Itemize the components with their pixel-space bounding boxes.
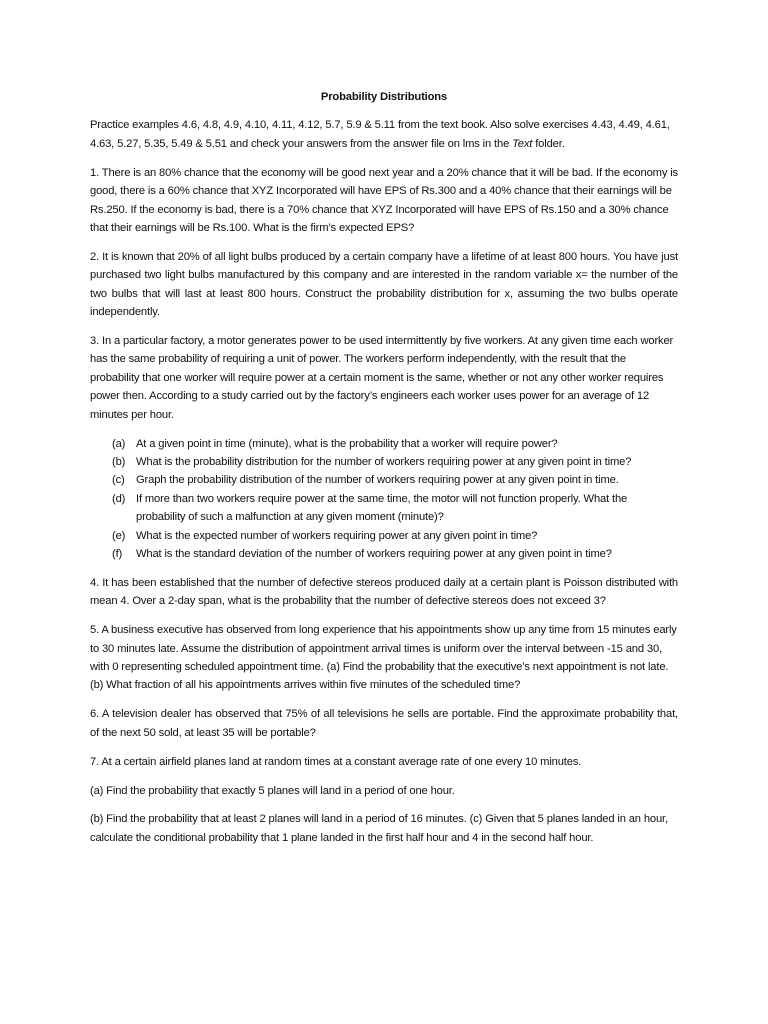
question-7-part-a: (a) Find the probability that exactly 5 planes will land in a period of one hour. [90,784,455,797]
document-page [90,88,678,858]
part-text: What is the expected number of workers requiring power at any given point in time? [136,529,538,542]
page-title: Probability Distributions [320,91,448,103]
question-3-part [90,471,678,489]
part-label: (d) [112,492,126,505]
question-6: 6. A television dealer has observed that 75% of all televisions he sells are portable. Find the approximate probability that, of the next 50 sold, at least 35 will be portable? [90,708,678,739]
part-label: (a) [112,437,126,450]
part-text: If more than two workers require power at the same time, the motor will not function properly. What the probability of such a malfunction at any given moment (minute)? [136,492,628,524]
part-text: What is the probability distribution for the number of workers requiring power at any given point in time? [136,455,632,468]
question-5: 5. A business executive has observed from long experience that his appointments show up any time from 15 minutes early to 30 minutes late. Assume the distribution of appointment arrival times is uniform over the interval between -15 and 30, with 0 representing scheduled appointment time. (a) Find the probability that the executive’s next appointment is not late. (b) What fraction of all his appointments arrives within five minutes of the scheduled time? [90,624,677,692]
question-3-part [90,453,678,471]
question-3-part [90,435,678,453]
part-text: What is the standard deviation of the number of workers requiring power at any given point in time? [136,547,612,560]
intro-paragraph [90,116,678,153]
question-7-part-bc: (b) Find the probability that at least 2 planes will land in a period of 16 minutes. (c) Given that 5 planes landed in an hour, calculate the conditional probability that 1 plane landed in the first half hour and 4 in the second half hour. [90,813,668,844]
question-7: 7. At a certain airfield planes land at random times at a constant average rate of one every 10 minutes. [90,755,582,768]
question-3-parts [90,435,678,564]
question-3-part [90,490,678,527]
part-label: (f) [112,547,123,560]
question-3: 3. In a particular factory, a motor generates power to be used intermittently by five workers. At any given time each worker has the same probability of requiring a unit of power. The workers perform independently, with the result that the probability that one worker will require power at a certain moment is the same, whether or not any other worker requires power then. According to a study carried out by the factory’s engineers each worker uses power for an average of 12 minutes per hour. [90,334,674,421]
part-text: Graph the probability distribution of the number of workers requiring power at any given point in time. [136,474,619,487]
intro-italic-text: Text [512,137,533,150]
intro-text: Practice examples 4.6, 4.8, 4.9, 4.10, 4.11, 4.12, 5.7, 5.9 & 5.11 from the text book. Also solve exercises 4.43, 4.49, 4.61, 4.63, 5.27, 5.35, 5.49 & 5.51 and check your answers from the answer file on lms in the [90,119,670,150]
question-3-part [90,545,678,563]
question-1: 1. There is an 80% chance that the economy will be good next year and a 20% chance that it will be bad. If the economy is good, there is a 60% chance that XYZ Incorporated will have EPS of Rs.300 and a 40% chance that their earnings will be Rs.250. If the economy is bad, there is a 70% chance that XYZ Incorporated will have EPS of Rs.150 and a 30% chance that their earnings will be Rs.100. What is the firm’s expected EPS? [90,166,678,234]
question-2: 2. It is known that 20% of all light bulbs produced by a certain company have a lifetime of at least 800 hours. You have just purchased two light bulbs manufactured by this company and are interested in the random variable x= the number of the two bulbs that will last at least 800 hours. Construct the probability distribution for x, assuming the two bulbs operate independently. [90,250,678,319]
part-label: (e) [112,529,126,542]
question-3-part [90,527,678,545]
part-text: At a given point in time (minute), what is the probability that a worker will require power? [136,437,558,450]
part-label: (b) [112,455,126,468]
question-4: 4. It has been established that the number of defective stereos produced daily at a certain plant is Poisson distributed with mean 4. Over a 2-day span, what is the probability that the number of defective stereos does not exceed 3? [90,576,678,608]
part-label: (c) [112,474,125,487]
intro-text-end: folder. [532,137,565,150]
